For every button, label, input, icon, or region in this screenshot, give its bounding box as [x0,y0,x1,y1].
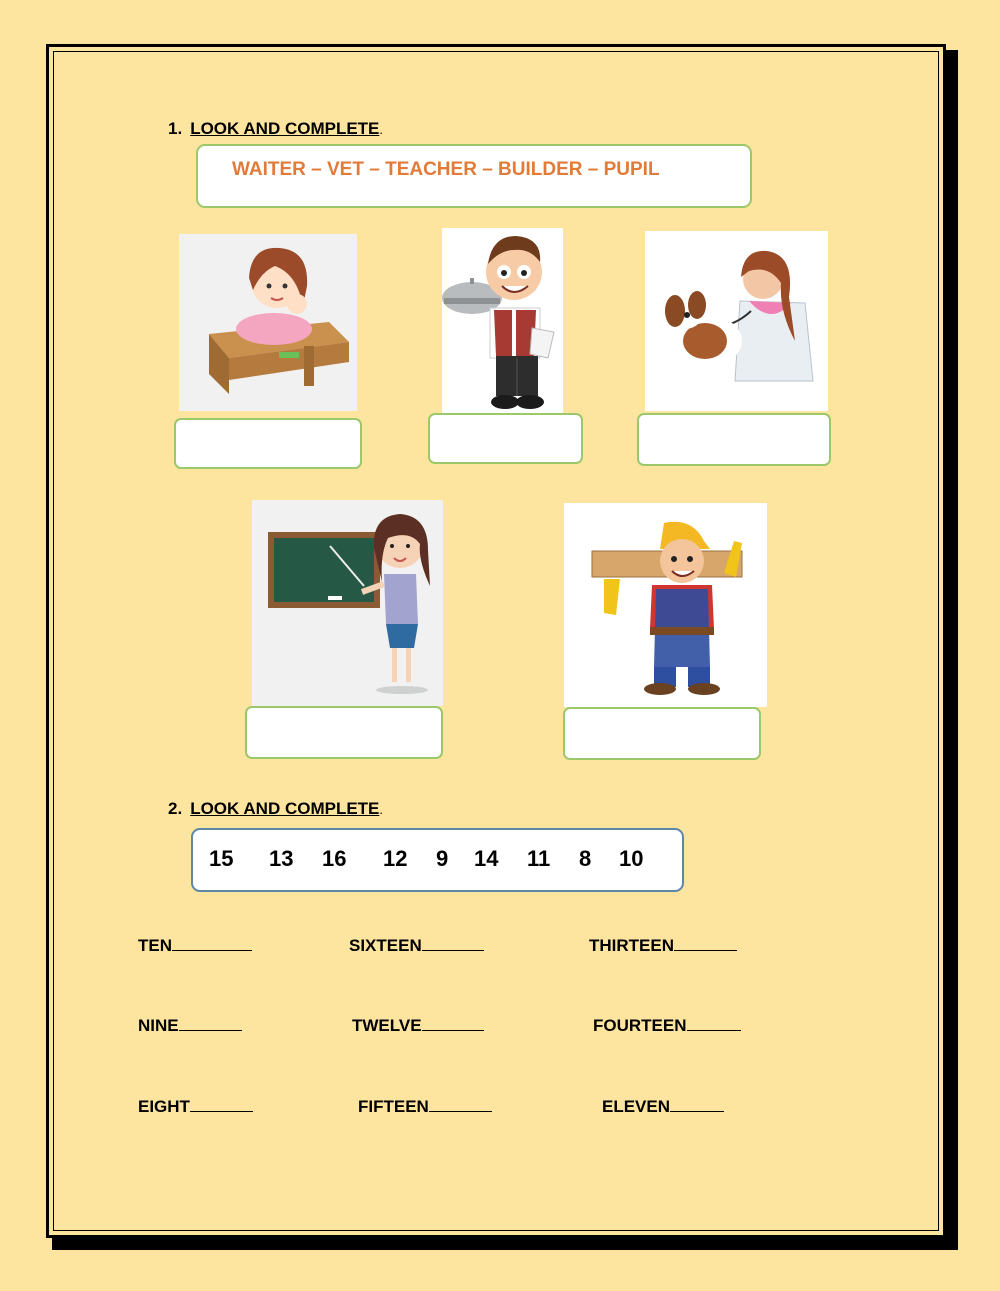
answer-box-pupil[interactable] [174,418,362,469]
answer-line[interactable] [422,936,484,951]
number-word: TEN [138,936,172,955]
word-bank-box [196,144,752,208]
number-bank-item: 9 [436,846,449,871]
number-word-item [593,1016,741,1036]
number-bank-item: 13 [269,846,294,871]
number-word: TWELVE [352,1016,422,1035]
section-2-number: 2. [168,799,183,818]
builder-image [564,503,767,707]
section-1-dot: . [379,122,384,137]
number-bank-item: 12 [383,846,408,871]
answer-line[interactable] [687,1016,741,1031]
answer-line[interactable] [429,1097,492,1112]
number-bank-box [191,828,684,892]
number-bank-item: 8 [579,846,592,871]
answer-box-teacher[interactable] [245,706,443,759]
section-2-heading [168,799,383,819]
number-word-item [352,1016,484,1036]
worksheet-frame [46,44,946,1238]
teacher-image [252,500,443,706]
pupil-image [179,234,357,411]
word-bank-text: WAITER – VET – TEACHER – BUILDER – PUPIL [232,159,660,180]
number-word-item [138,1097,253,1117]
answer-line[interactable] [190,1097,253,1112]
answer-line[interactable] [674,936,737,951]
answer-line[interactable] [422,1016,484,1031]
section-2-dot: . [379,802,384,817]
answer-line[interactable] [172,936,252,951]
number-word: ELEVEN [602,1097,671,1116]
waiter-image [442,228,563,413]
number-word-item [589,936,737,956]
section-1-title: LOOK AND COMPLETE [190,119,380,138]
number-word: FOURTEEN [593,1016,687,1035]
section-1-number: 1. [168,119,183,138]
number-bank-item: 15 [209,846,234,871]
section-1-heading [168,119,383,139]
answer-line[interactable] [179,1016,242,1031]
number-word-item [138,1016,242,1036]
vet-image [645,231,828,411]
section-2-title: LOOK AND COMPLETE [190,799,380,818]
answer-line[interactable] [670,1097,724,1112]
number-word: EIGHT [138,1097,190,1116]
number-word-item [358,1097,492,1117]
answer-box-waiter[interactable] [428,413,583,464]
number-bank-item: 11 [527,846,551,871]
number-word-item [138,936,252,956]
number-word: FIFTEEN [358,1097,429,1116]
number-bank-item: 10 [619,846,644,871]
number-word-item [349,936,484,956]
number-bank-item: 14 [474,846,499,871]
number-word: SIXTEEN [349,936,422,955]
number-word: THIRTEEN [589,936,674,955]
number-bank-item: 16 [322,846,347,871]
answer-box-builder[interactable] [563,707,761,760]
number-word-item [602,1097,724,1117]
answer-box-vet[interactable] [637,413,831,466]
number-word: NINE [138,1016,179,1035]
